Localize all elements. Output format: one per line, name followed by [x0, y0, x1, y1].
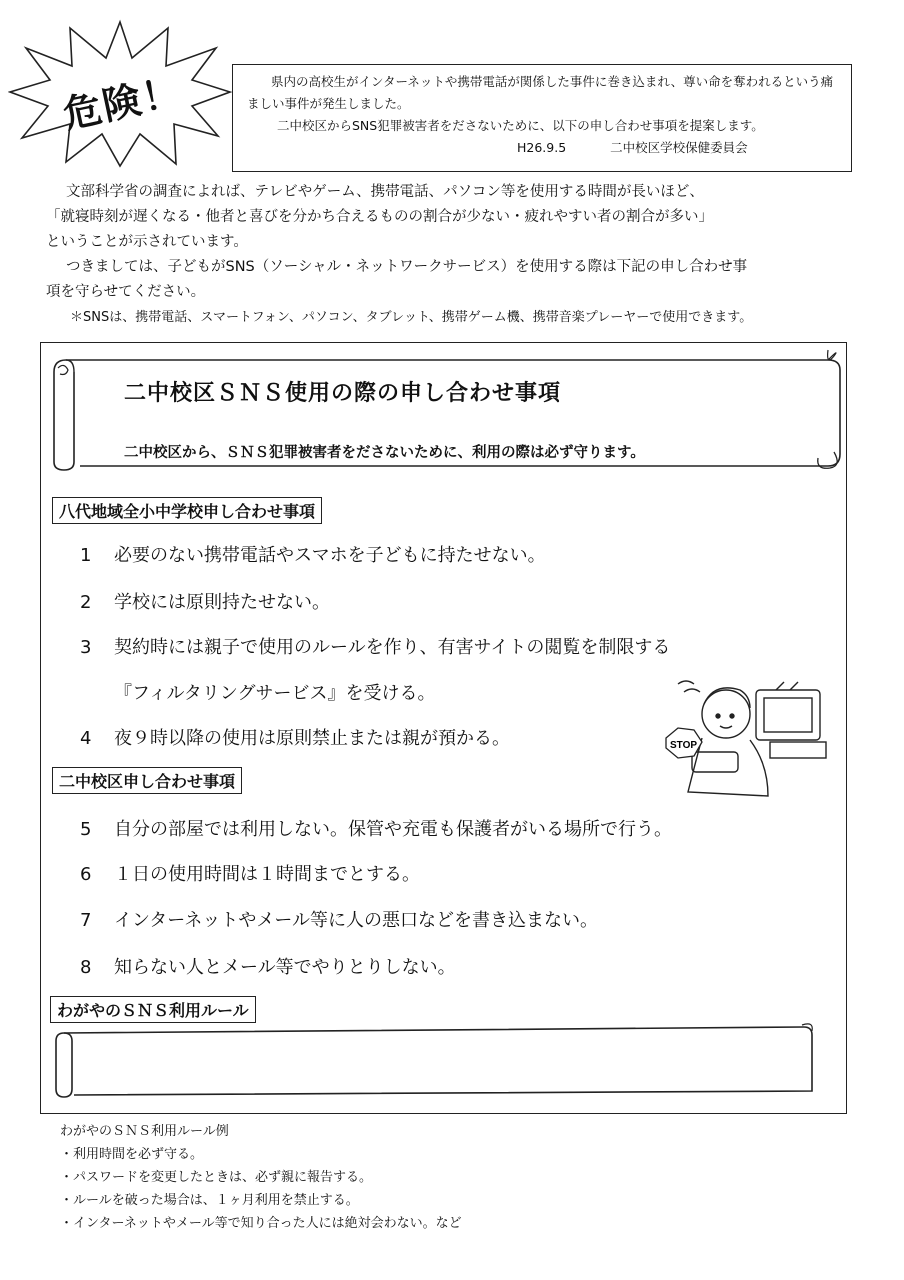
rule-text: 契約時には親子で使用のルールを作り、有害サイトの閲覧を制限する	[114, 637, 671, 658]
notice-line1: 県内の高校生がインターネットや携帯電話が関係した事件に巻き込まれ、尊い命を奪われるという痛ましい事件が発生しました。	[247, 74, 834, 111]
intro-p1-line3: ということが示されています。	[46, 234, 248, 250]
rule-text: 夜９時以降の使用は原則禁止または親が預かる。	[114, 728, 510, 749]
family-rule-box	[54, 1021, 816, 1099]
banner-subtitle: 二中校区から、ＳＮＳ犯罪被害者をださないために、利用の際は必ず守ります。	[124, 445, 645, 461]
notice-committee: 二中校区学校保健委員会	[610, 140, 748, 155]
rule-text: １日の使用時間は１時間までとする。	[114, 864, 420, 885]
rule-item	[80, 815, 672, 841]
stop-sign-label: STOP	[670, 740, 698, 751]
intro-note: ＊SNSは、携帯電話、スマートフォン、パソコン、タブレット、携帯ゲーム機、携帯音楽プレーヤーで使用できます。	[70, 310, 753, 325]
rule-item	[80, 633, 670, 659]
rule-number: 8	[80, 957, 92, 978]
rule-item	[80, 724, 510, 750]
intro-text	[46, 180, 866, 330]
intro-p2-line2: 項を守らせてください。	[46, 284, 206, 300]
intro-p1-line1: 文部科学省の調査によれば、テレビやゲーム、携帯電話、パソコン等を使用する時間が長いほど、	[66, 184, 704, 200]
section2-heading: 二中校区申し合わせ事項	[52, 767, 242, 794]
rule-text: 知らない人とメール等でやりとりしない。	[114, 957, 456, 978]
rule-text: 自分の部屋では利用しない。保管や充電も保護者がいる場所で行う。	[114, 819, 672, 840]
rule-number: 1	[80, 545, 92, 566]
rule-text: 学校には原則持たせない。	[114, 592, 330, 613]
example-item: ・パスワードを変更したときは、必ず親に報告する。	[60, 1170, 373, 1185]
notice-line2: 二中校区からSNS犯罪被害者をださないために、以下の申し合わせ事項を提案します。	[277, 118, 764, 133]
section3-heading: わがやのＳＮＳ利用ルール	[50, 996, 256, 1023]
notice-date-line	[247, 137, 837, 159]
danger-label: 危険！	[59, 67, 186, 137]
child-with-game-illustration	[664, 668, 834, 808]
rule-number: 5	[80, 819, 92, 840]
rule-text: 必要のない携帯電話やスマホを子どもに持たせない。	[114, 545, 546, 566]
rule-item	[80, 541, 546, 567]
rule-item	[80, 953, 456, 979]
example-item: ・ルールを破った場合は、１ヶ月利用を禁止する。	[60, 1193, 359, 1208]
rule-item	[80, 679, 435, 705]
rule-item	[80, 588, 330, 614]
banner-title: 二中校区ＳＮＳ使用の際の申し合わせ事項	[124, 381, 562, 406]
notice-date: H26.9.5	[517, 140, 567, 155]
rule-number: 3	[80, 637, 92, 658]
examples-title: わがやのＳＮＳ利用ルール例	[60, 1124, 229, 1139]
examples-list	[60, 1120, 462, 1235]
example-item: ・インターネットやメール等で知り合った人には絶対会わない。など	[60, 1216, 462, 1231]
rule-item	[80, 860, 420, 886]
rule-item	[80, 906, 598, 932]
intro-p1-line2: 「就寝時刻が遅くなる・他者と喜びを分かち合えるものの割合が少ない・疲れやすい者の割合が多い」	[46, 209, 713, 225]
rule-number: 4	[80, 728, 92, 749]
rule-number: 6	[80, 864, 92, 885]
intro-p2-line1: つきましては、子どもがSNS（ソーシャル・ネットワークサービス）を使用する際は下記の申し合わせ事	[66, 259, 748, 275]
rule-text: 『フィルタリングサービス』を受ける。	[114, 683, 436, 704]
section1-heading: 八代地域全小中学校申し合わせ事項	[52, 497, 322, 524]
notice-box	[232, 64, 852, 172]
example-item: ・利用時間を必ず守る。	[60, 1147, 204, 1162]
rule-number: 2	[80, 592, 92, 613]
rule-number: 7	[80, 910, 92, 931]
rule-text: インターネットやメール等に人の悪口などを書き込まない。	[114, 910, 599, 931]
